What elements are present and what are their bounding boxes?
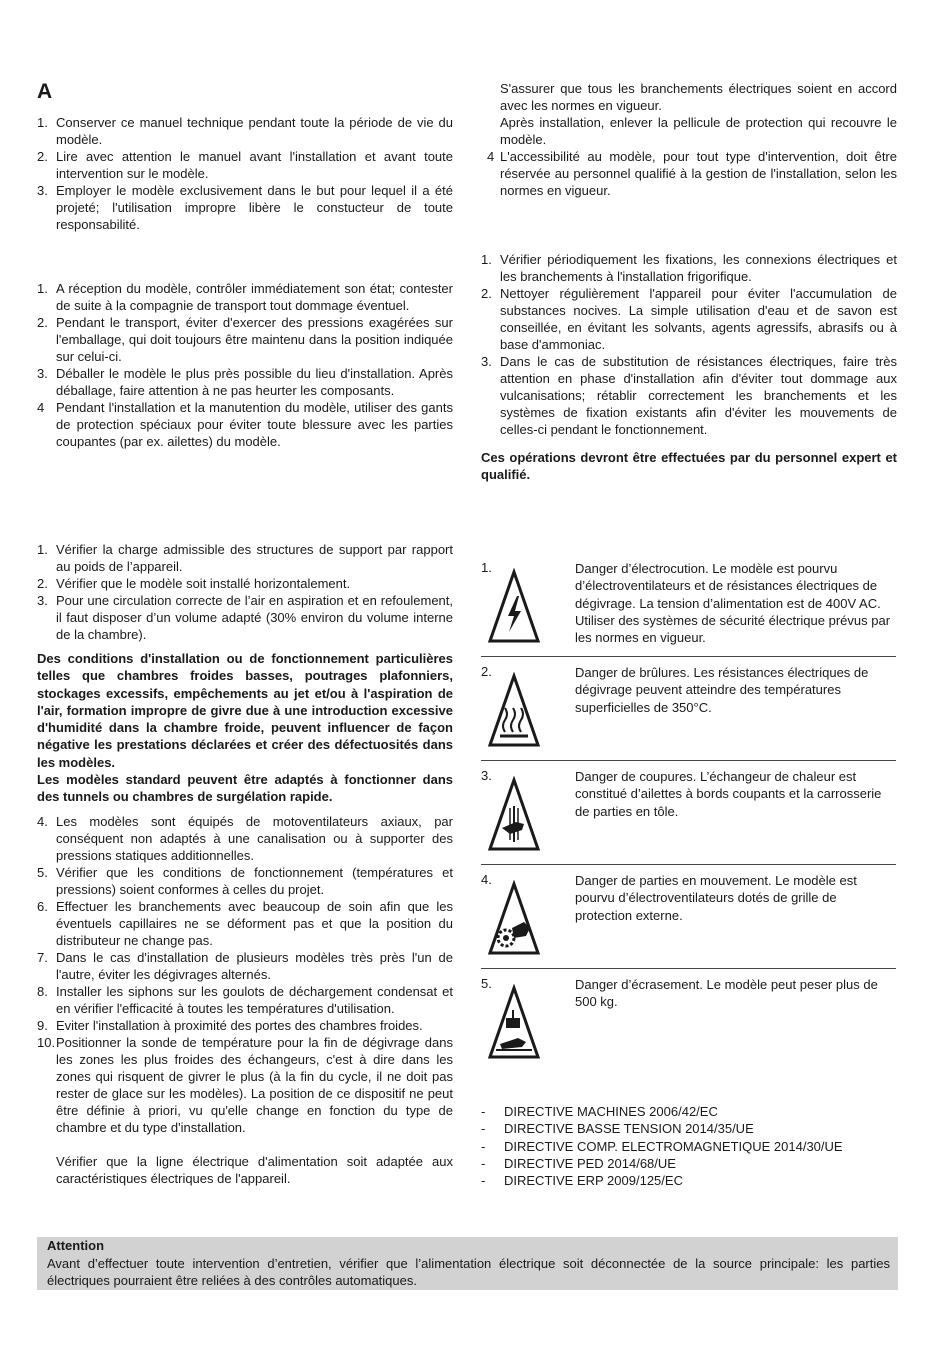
divider (481, 656, 896, 657)
right-top-para-1: S'assurer que tous les branchements électriques soient en accord avec les normes en vigueur. (500, 81, 897, 113)
list-item: 1. A réception du modèle, contrôler immédiatement son état; contester de suite à la compagnie de transport tout dommage éventuel. (37, 281, 453, 313)
electric-shock-icon (488, 568, 540, 645)
divider (481, 968, 896, 969)
maintenance-block (481, 251, 897, 484)
list-item: 4. Les modèles sont équipés de motoventilateurs axiaux, par conséquent non adaptés à une canalisation ou à supporter des pressions statiques additionnelles. (37, 813, 453, 863)
list-item: 5. Vérifier que les conditions de fonctionnement (températures et pressions) soient conformes à celles du projet. (37, 864, 453, 897)
list-item: 3. Employer le modèle exclusivement dans le but pour lequel il a été projeté; l'utilisation impropre libère le constucteur de toute responsabilité. (37, 183, 453, 232)
general-list-block (37, 114, 453, 233)
right-top-block (481, 80, 897, 199)
list-item: 4 Pendant l'installation et la manutention du modèle, utiliser des gants de protection spéciaux pour éviter toute blessure avec les parties coupantes (par ex. ailettes) du modèle. (37, 400, 453, 449)
list-item: 3. Dans le cas de substitution de résistances électriques, faire très attention en phase d'installation afin d'éviter tout dommage aux vulcanisations; rétablir correctement les branchements et les systèmes de fixation existants afin d'éviter les mouvements de celles-ci pendant le fonctionnement. (481, 354, 897, 437)
installation-block (37, 541, 453, 1187)
list-item: - DIRECTIVE MACHINES 2006/42/EC (481, 1104, 718, 1119)
hot-surface-icon (488, 672, 540, 749)
attention-text: Avant d’effectuer toute intervention d’entretien, vérifier que l’alimentation électrique soit déconnectée de la source principale: les parties électriques pourraient être reliées à des contrôles automatiques. (47, 1256, 890, 1288)
list-item: 3. Déballer le modèle le plus près possible du lieu d'installation. Après déballage, faire attention à ne pas heurter les composants. (37, 366, 453, 398)
hazard-item: 4. Danger de parties en mouvement. Le modèle est pourvu d’électroventilateurs dotés de grille de protection externe. (481, 872, 896, 962)
hazard-item: 2. Danger de brûlures. Les résistances électriques de dégivrage peuvent atteindre des températures superficielles de 350°C. (481, 664, 896, 754)
right-top-para-2: Après installation, enlever la pellicule de protection qui recouvre le modèle. (500, 115, 897, 147)
list-item: 2. Vérifier que le modèle soit installé horizontalement. (37, 576, 351, 591)
list-item: 8. Installer les siphons sur les goulots de déchargement condensat et en vérifier l'efficacité à toutes les températures d'utilisation. (37, 983, 453, 1016)
divider (481, 864, 896, 865)
installation-list-a (37, 541, 453, 643)
list-item: 1. Conserver ce manuel technique pendant toute la période de vie du modèle. (37, 115, 453, 147)
list-item: 4 L'accessibilité au modèle, pour tout type d'intervention, doit être réservée au personnel qualifié à la gestion de l'installation, selon les normes en vigueur. (487, 149, 897, 198)
installation-extra: Vérifier que la ligne électrique d'alimentation soit adaptée aux caractéristiques électriques de l'appareil. (56, 1153, 453, 1186)
installation-warning-2: Les modèles standard peuvent être adaptés à fonctionner dans des tunnels ou chambres de surgélation rapide. (37, 772, 453, 805)
list-item: 2. Lire avec attention le manuel avant l'installation et avant toute intervention sur le modèle. (37, 149, 453, 181)
hazard-item: 1. Danger d’électrocution. Le modèle est pourvu d’électroventilateurs et de résistances électriques de dégivrage. La tension d’alimentation est de 400V AC. Utiliser des systèmes de sécurité électrique prévus par les normes en vigueur. (481, 560, 891, 646)
general-list (37, 114, 453, 233)
reception-list-block (37, 280, 453, 450)
list-item: 10. Positionner la sonde de température pour la fin de dégivrage dans les zones les plus froides des échangeurs, c'est à dire dans les zones qui risquent de givrer le plus (à la fin du cycle, il ne doit pas rester de glace sur les modèles). La position de ce dispositif ne peut être définie à priori, vu qu'elle change en fonction du type de chambre et du type d'installation. (37, 1034, 453, 1135)
list-item: 2. Nettoyer régulièrement l'appareil pour éviter l'accumulation de substances nocives. La simple utilisation d'eau et de savon est conseillée, en évitant les solvants, agents agressifs, abrasifs ou à base d'ammoniac. (481, 286, 897, 352)
list-item: 1. Vérifier périodiquement les fixations, les connexions électriques et les branchements à l'installation frigorifique. (481, 252, 897, 284)
installation-list-b (37, 813, 453, 1187)
list-item: 6. Effectuer les branchements avec beaucoup de soin afin que les éventuels capillaires ne se déforment pas et que la position du distributeur ne change pas. (37, 898, 453, 948)
hazard-item: 5. Danger d’écrasement. Le modèle peut peser plus de 500 kg. (481, 976, 896, 1066)
maintenance-note: Ces opérations devront être effectuées par du personnel expert et qualifié. (481, 450, 897, 483)
divider (481, 760, 896, 761)
section-letter: A (37, 80, 53, 103)
moving-parts-icon (488, 880, 540, 957)
list-item: - DIRECTIVE PED 2014/68/UE (481, 1155, 676, 1171)
hazard-item: 3. Danger de coupures. L’échangeur de chaleur est constitué d’ailettes à bords coupants et la carrosserie de parties en tôle. (481, 768, 896, 858)
attention-box (37, 1237, 898, 1290)
reception-list (37, 280, 453, 450)
list-item: 2. Pendant le transport, éviter d'exercer des pressions exagérées sur l'emballage, qui doit toujours être maintenu dans la position indiquée sur celui-ci. (37, 315, 453, 364)
attention-title: Attention (47, 1238, 105, 1253)
maintenance-list (481, 251, 897, 438)
list-item (37, 1136, 453, 1187)
installation-warning: Des conditions d'installation ou de fonctionnement particulières telles que chambres froides basses, poutrages plafonniers, stockages excessifs, empêchements au jet et/ou à l'aspiration de l'air, formation impropre de givre due à une introduction excessive d'humidité dans la chambre froide, peuvent influencer de façon négative les prestations déclarées et créer des défectuosités dans les modèles. (37, 651, 453, 770)
crush-hazard-icon (488, 984, 540, 1061)
cut-hazard-icon (488, 776, 540, 853)
directives-list (481, 1103, 843, 1189)
list-item: 3. Pour une circulation correcte de l’air en aspiration et en refoulement, il faut disposer d’un volume adapté (30% environ du volume interne de la chambre). (37, 593, 453, 642)
list-item: - DIRECTIVE COMP. ELECTROMAGNETIQUE 2014/30/UE (481, 1138, 843, 1154)
right-top-list (481, 148, 897, 199)
list-item: 9. Eviter l'installation à proximité des portes des chambres froides. (37, 1017, 423, 1033)
list-item: 1. Vérifier la charge admissible des structures de support par rapport au poids de l’appareil. (37, 542, 453, 574)
list-item: - DIRECTIVE ERP 2009/125/EC (481, 1173, 683, 1189)
list-item: - DIRECTIVE BASSE TENSION 2014/35/UE (481, 1121, 754, 1137)
list-item: 7. Dans le cas d'installation de plusieurs modèles très près l'un de l'autre, éviter les dégivrages alternés. (37, 949, 453, 982)
